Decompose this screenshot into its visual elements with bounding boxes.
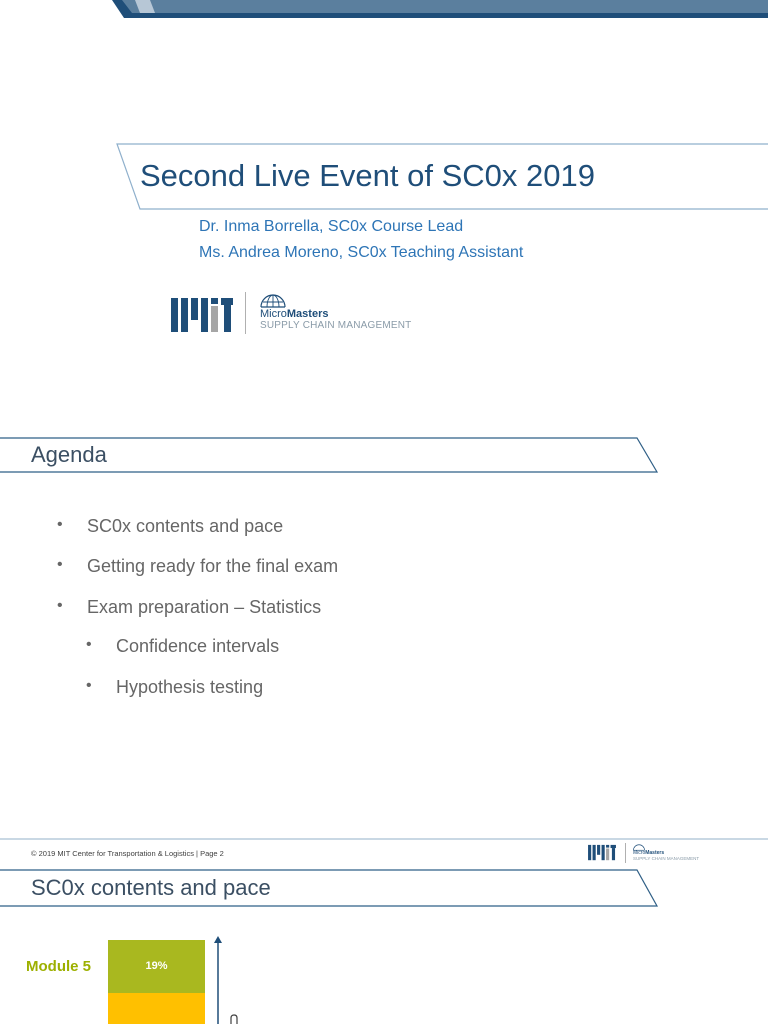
mit-logo-icon (171, 296, 233, 336)
slide-title: Second Live Event of SC0x 2019 (140, 158, 595, 193)
program-name: SUPPLY CHAIN MANAGEMENT (260, 320, 412, 331)
module-label: Module 5 (26, 958, 92, 975)
footer-copyright: © 2019 MIT Center for Transportation & Logistics | Page 2 (31, 849, 224, 858)
program-name: SUPPLY CHAIN MANAGEMENT (633, 856, 700, 861)
agenda-header-frame (0, 436, 768, 476)
bullet-icon: • (57, 556, 63, 573)
footer-logo (587, 843, 727, 863)
logo-divider (245, 292, 246, 334)
mit-logo-icon (587, 844, 617, 862)
micromasters-wordmark: MicroMasters (633, 850, 665, 856)
bullet-icon: • (86, 636, 92, 653)
chart-axis-arrow (212, 936, 224, 1024)
micromasters-wordmark: MicroMasters (260, 308, 329, 320)
logo-divider (625, 843, 626, 863)
presenter-course-lead: Dr. Inma Borrella, SC0x Course Lead (199, 218, 464, 235)
mit-micromasters-logo (171, 292, 421, 336)
top-banner (0, 0, 768, 18)
presenter-teaching-assistant: Ms. Andrea Moreno, SC0x Teaching Assistant (199, 244, 524, 261)
footer-rule (0, 838, 768, 840)
bar-module-5 (108, 940, 205, 993)
contents-header: SC0x contents and pace (31, 875, 271, 900)
agenda-header: Agenda (31, 442, 107, 467)
bullet-icon: • (57, 597, 63, 614)
bullet-icon: • (86, 677, 92, 694)
bullet-icon: • (57, 516, 63, 533)
bar-value-label: 19% (145, 960, 168, 972)
globe-icon (260, 294, 286, 308)
bar-next-module (108, 993, 205, 1024)
axis-label-fragment (229, 1012, 239, 1024)
